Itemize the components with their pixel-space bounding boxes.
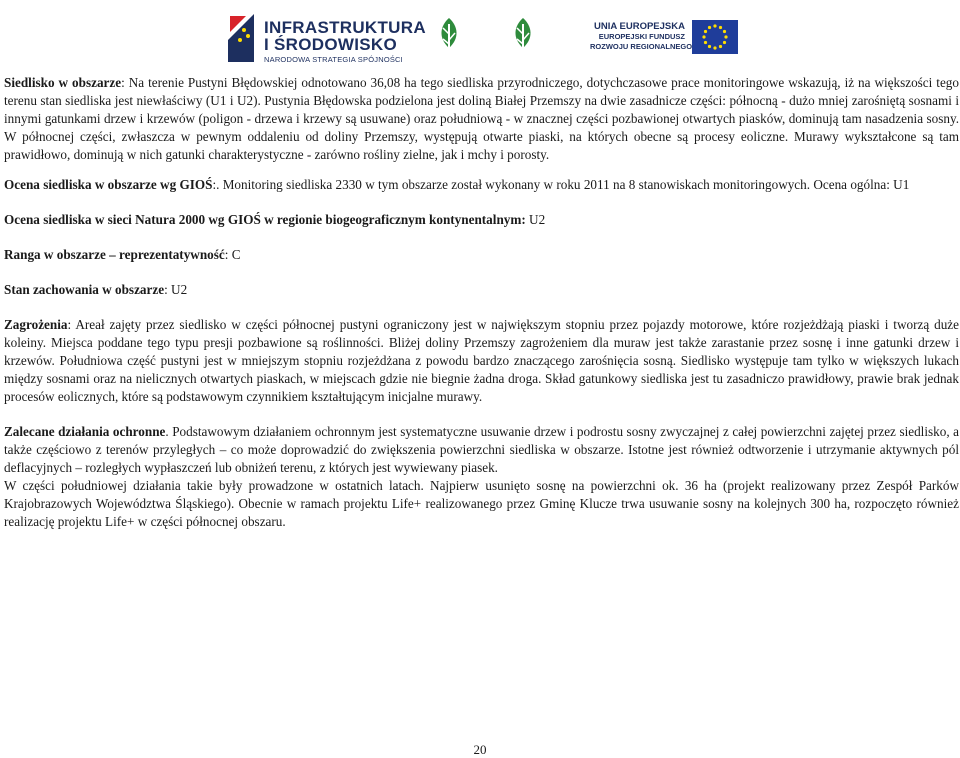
gdos-logo: [432, 16, 464, 66]
paragraph-stan: [4, 281, 959, 299]
eu-flag-icon: [692, 20, 738, 54]
paragraph-zagrozenia: [4, 316, 959, 406]
text-stan: : U2: [164, 282, 188, 297]
eu-logo-line3: ROZWOJU REGIONALNEGO: [590, 42, 693, 51]
rdos-logo: [506, 16, 538, 66]
infra-logo-line1: INFRASTRUKTURA: [264, 18, 426, 37]
eu-logo-line1: UNIA EUROPEJSKA: [594, 21, 685, 32]
eu-fund-logo: [590, 20, 740, 60]
label-stan: Stan zachowania w obszarze: [4, 282, 165, 297]
text-ranga: : C: [224, 247, 241, 262]
flag-icon: [226, 10, 256, 66]
paragraph-ranga: [4, 246, 959, 264]
text-zagrozenia: : Areał zajęty przez siedlisko w części północnej pustyni ograniczony jest w największym stopniu przez pojazdy motorowe, które rozjeżdżają piaski i tworzą duże koleiny. Miejsca poddane tego typu presji pozbawione są roślinności. Bliżej doliny Przemszy zagrożeniem dla muraw jest także zarastanie przez sosnę i inne gatunki drzew i krzewów. Południowa część pustyni jest w mniejszym stopniu rozjeżdżana z powodu bardzo znaczącego zarośnięcia sosną. Siedlisko występuje tam tylko w większych lukach między sosnami oraz na nielicznych otwartych piaskach, w miejscach gdzie nie biegnie żadna droga. Skład gatunkowy siedliska jest tu zasadniczo prawidłowy, prawie brak jednak procesów eolicznych, które są podstawowym czynnikiem kształtującym inicjalne murawy.: [4, 317, 959, 404]
label-siedlisko: Siedlisko w obszarze: [4, 75, 122, 90]
label-ranga: Ranga w obszarze – reprezentatywność: [4, 247, 225, 262]
paragraph-ocena-natura: [4, 211, 959, 229]
paragraph-ocena-gios: [4, 176, 959, 194]
paragraph-zalecane: [4, 423, 959, 477]
infrastruktura-srodowisko-logo: [226, 10, 426, 68]
eu-logo-line2: EUROPEJSKI FUNDUSZ: [598, 32, 685, 41]
document-body: [4, 74, 959, 531]
leaf-icon: [510, 16, 536, 58]
label-ocena-natura: Ocena siedliska w sieci Natura 2000 wg GIOŚ w regionie biogeograficznym kontynentalnym:: [4, 212, 526, 227]
infra-logo-line3: NARODOWA STRATEGIA SPÓJNOŚCI: [264, 55, 403, 64]
label-zalecane: Zalecane działania ochronne: [4, 424, 166, 439]
label-ocena-gios: Ocena siedliska w obszarze wg GIOŚ: [4, 177, 213, 192]
text-ocena-natura: U2: [525, 212, 546, 227]
text-siedlisko: : Na terenie Pustyni Błędowskiej odnotowano 36,08 ha tego siedliska przyrodniczego, dotychczasowe prace monitoringowe wskazują, iż na większości tego terenu stan siedliska jest niewłaściwy (U1 i U2). Pustynia Błędowska podzielona jest doliną Białej Przemszy na dwie zasadnicze części: północną - dużo mniej zarośniętą sosnami i innymi gatunkami drzew i krzewów (poligon - drzewa i krzewy są usuwane) oraz południową - w znacznej części pozbawionej otwartych piasków, dominują tam nasadzenia sosny. W północnej części, zwłaszcza w pewnym oddaleniu od doliny Przemszy, występują otwarte piaski, na których obecne są procesy eoliczne. Murawy wykształcone są tam prawidłowo, dominują w nich gatunki charakterystyczne - zarówno rośliny zielne, jak i mchy i porosty.: [4, 75, 959, 162]
infra-logo-line2: I ŚRODOWISKO: [264, 35, 397, 54]
paragraph-zalecane-2: W części południowej działania takie były prowadzone w ostatnich latach. Najpierw usunięto sosnę na powierzchni ok. 36 ha (projekt realizowany przez Zespół Parków Krajobrazowych Województwa Śląskiego). Obecnie w ramach projektu Life+ realizowanego przez Gminę Klucze trwa usuwanie sosny na kolejnych 300 ha, rozpoczęto również realizację projektu Life+ w części północnej obszaru.: [4, 478, 959, 529]
paragraph-siedlisko: [4, 74, 959, 164]
leaf-icon: [436, 16, 462, 58]
header-logos: [0, 6, 960, 68]
page-number: 20: [473, 742, 487, 757]
label-zagrozenia: Zagrożenia: [4, 317, 68, 332]
text-ocena-gios: :. Monitoring siedliska 2330 w tym obszarze został wykonany w roku 2011 na 8 stanowiskach monitoringowych. Ocena ogólna: U1: [212, 177, 910, 192]
text-zalecane: . Podstawowym działaniem ochronnym jest systematyczne usuwanie drzew i podrostu sosny zwyczajnej z całej powierzchni zajętej przez siedlisko, a także częściowo z terenów przyległych – co może doprowadzić do zwiększenia powierzchni siedliska w obszarze. Istotne jest również odtworzenie i utrzymanie aktywnych pól deflacyjnych – rozległych wypłaszczeń lub obniżeń terenu, z których jest wywiewany piasek.: [4, 424, 960, 475]
